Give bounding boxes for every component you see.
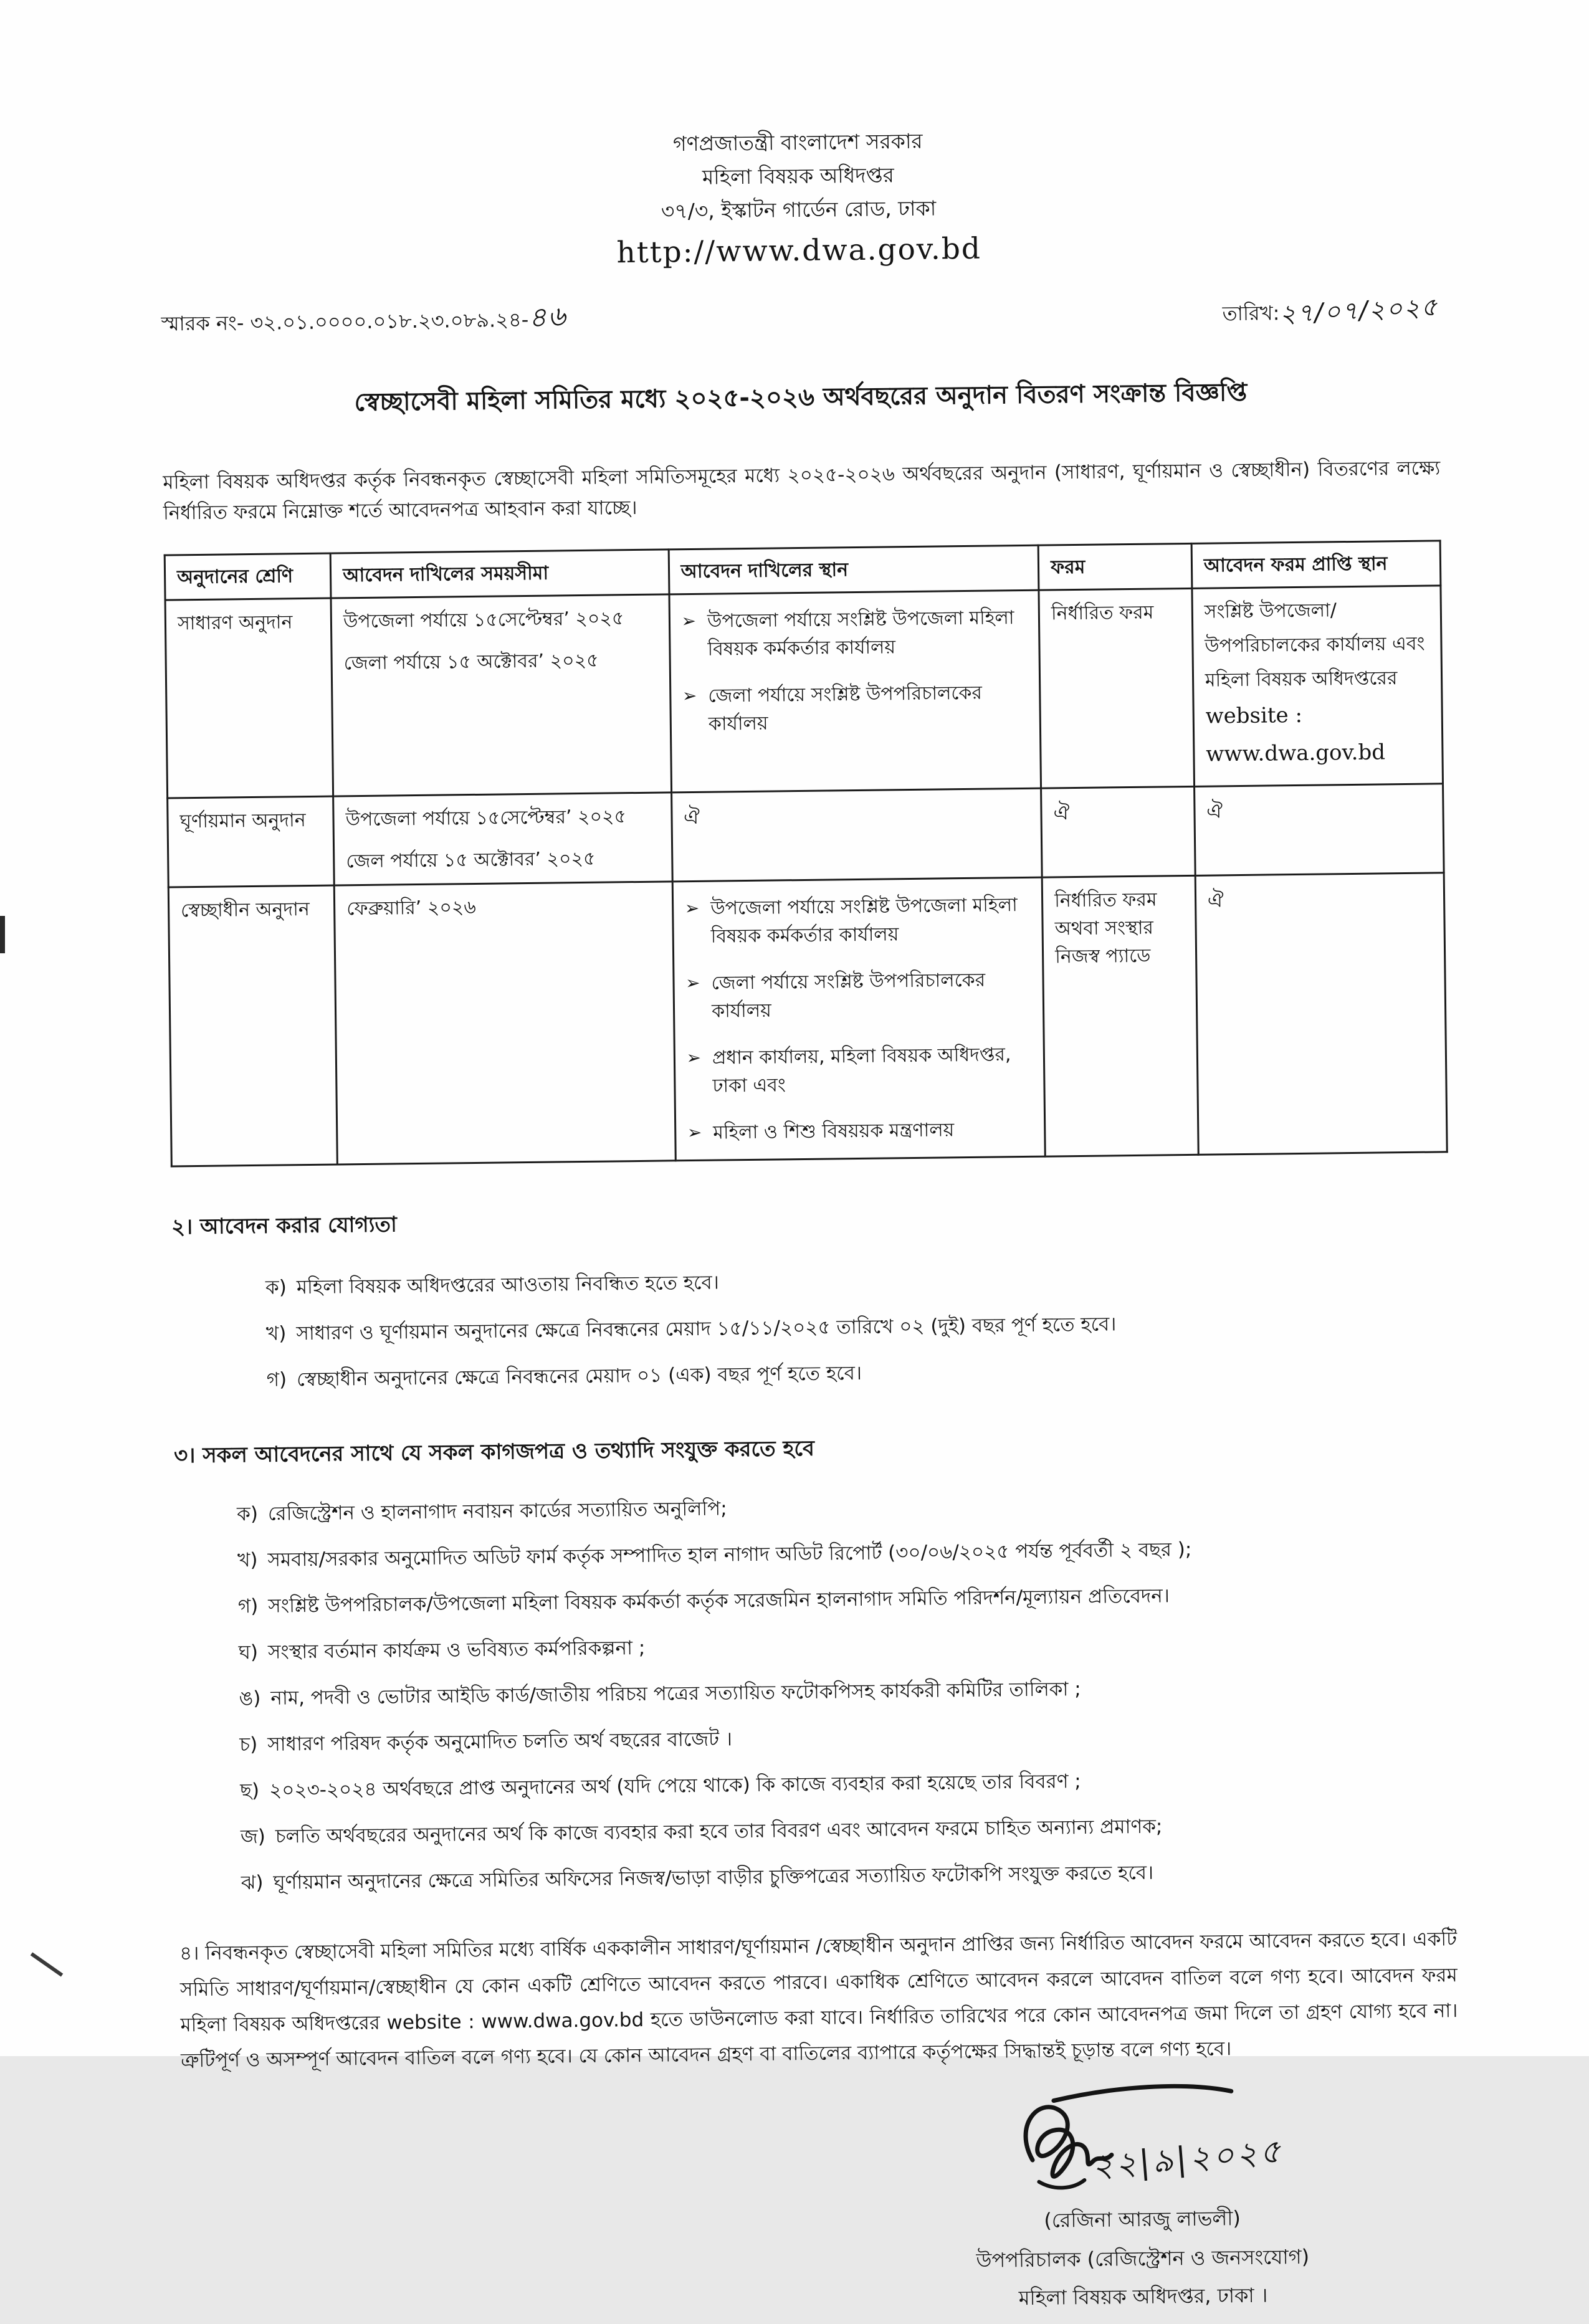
item-text: ঘূর্ণায়মান অনুদানের ক্ষেত্রে সমিতির অফিসের নিজস্ব/ভাড়া বাড়ীর চুক্তিপত্রের সত্যায়িত ফটোকপি সংযুক্ত করতে হবে। <box>273 1862 1154 1895</box>
item-text: সংশ্লিষ্ট উপপরিচালক/উপজেলা মহিলা বিষয়ক কর্মকর্তা কর্তৃক সরেজমিন হালনাগাদ সমিতি পরিদর্শন/মূল্যায়ন প্রতিবেদন। <box>268 1584 1170 1617</box>
cell-category: সাধারণ অনুদান <box>165 598 333 798</box>
item-text: সাধারণ পরিষদ কর্তৃক অনুমোদিত চলতি অর্থ বছরের বাজেট । <box>267 1728 733 1756</box>
list-item <box>682 679 1029 738</box>
place-text: মহিলা ও শিশু বিষয়য়ক মন্ত্রণালয় <box>713 1119 955 1144</box>
scan-edge-mark <box>0 916 5 953</box>
header-form-source: আবেদন ফরম প্রাপ্তি স্থান <box>1191 541 1441 589</box>
cell-deadline <box>333 793 672 885</box>
table-row <box>165 586 1443 798</box>
list-item <box>241 1809 1456 1852</box>
list-item <box>685 891 1031 951</box>
place-text: জেলা পর্যায়ে সংশ্লিষ্ট উপপরিচালকের কার্যালয় <box>711 969 986 1022</box>
item-label: খ) <box>237 1549 258 1572</box>
arrow-bullet-icon: ➢ <box>687 1122 702 1143</box>
place-text: প্রধান কার্যালয়, মহিলা বিষয়ক অধিদপ্তর, ঢাকা এবং <box>712 1044 1011 1097</box>
item-text: সাধারণ ও ঘূর্ণায়মান অনুদানের ক্ষেত্রে নিবন্ধনের মেয়াদ ১৫/১১/২০২৫ তারিখে ০২ (দুই) বছর পূর্ণ হতে হবে। <box>296 1313 1117 1345</box>
signatory-office: মহিলা বিষয়ক অধিদপ্তর, ঢাকা । <box>1018 2283 1268 2310</box>
item-label: ঘ) <box>238 1641 259 1664</box>
source-line: website : <box>1205 702 1303 729</box>
list-item <box>241 1855 1456 1898</box>
header-submission-place: আবেদন দাখিলের স্থান <box>669 545 1039 594</box>
arrow-bullet-icon: ➢ <box>682 685 697 707</box>
closing-paragraph: ৪। নিবন্ধনকৃত স্বেচ্ছাসেবী মহিলা সমিতির মধ্যে বার্ষিক এককালীন সাধারণ/ঘূর্ণায়মান /স্বেচ্ছাধীন অনুদান প্রাপ্তির জন্য নির্ধারিত আবেদন ফরমে আবেদন করতে হবে। একটি সমিতি সাধারণ/ঘূর্ণায়মান/স্বেচ্ছাধীন যে কোন একটি শ্রেণিতে আবেদন করতে পারবে। একাধিক শ্রেণিতে আবেদন করলে আবেদন বাতিল বলে গণ্য হবে। আবেদন ফরম মহিলা বিষয়ক অধিদপ্তরের website : www.dwa.gov.bd হতে ডাউনলোড করা যাবে। নির্ধারিত তারিখের পরে কোন আবেদনপত্র জমা দিলে তা গ্রহণ যোগ্য হবে না। ত্রুটিপূর্ণ ও অসম্পূর্ণ আবেদন বাতিল বলে গণ্য হবে। যে কোন আবেদন গ্রহণ বা বাতিলের ব্যাপারে কর্তৃপক্ষের সিদ্ধান্তই চূড়ান্ত বলে গণ্য হবে। <box>179 1928 1458 2072</box>
list-item <box>237 1531 1453 1575</box>
cell-form-ditto: ঐ <box>1041 786 1195 877</box>
list-item <box>239 1670 1454 1713</box>
list-item <box>266 1351 1450 1395</box>
item-text: রেজিস্ট্রেশন ও হালনাগাদ নবায়ন কার্ডের সত্যায়িত অনুলিপি; <box>267 1497 727 1525</box>
deadline-line: জেলা পর্যায়ে ১৫ অক্টোবর’ ২০২৫ <box>343 649 599 675</box>
department-name: মহিলা বিষয়ক অধিদপ্তর <box>702 163 895 189</box>
signature-block <box>904 2072 1380 2315</box>
header-grant-category: অনুদানের শ্রেণি <box>165 553 331 600</box>
item-text: স্বেচ্ছাধীন অনুদানের ক্ষেত্রে নিবন্ধনের মেয়াদ ০১ (এক) বছর পূর্ণ হতে হবে। <box>296 1361 862 1391</box>
list-item <box>239 1716 1454 1760</box>
list-item <box>265 1259 1449 1303</box>
source-line: উপপরিচালকের কার্যালয় এবং <box>1205 632 1425 657</box>
table-row <box>168 784 1444 887</box>
list-item <box>240 1762 1455 1806</box>
source-line: সংশ্লিষ্ট উপজেলা/ <box>1204 599 1337 623</box>
cell-form: নির্ধারিত ফরম <box>1039 588 1194 788</box>
section-heading-documents: ৩। সকল আবেদনের সাথে যে সকল কাগজপত্র ও তথ্যাদি সংযুক্ত করতে হবে <box>173 1436 815 1469</box>
grant-schedule-table <box>164 540 1448 1167</box>
item-text: সমবায়/সরকার অনুমোদিত অডিট ফার্ম কর্তৃক সম্পাদিত হাল নাগাদ অডিট রিপোর্ট (৩০/০৬/২০২৫ পর্যন্ত পূর্ববর্তী ২ বছর ); <box>267 1538 1192 1571</box>
arrow-bullet-icon: ➢ <box>681 610 697 632</box>
arrow-bullet-icon: ➢ <box>685 972 700 993</box>
deadline-line: উপজেলা পর্যায়ে ১৫সেপ্টেম্বর’ ২০২৫ <box>343 607 624 633</box>
place-text: উপজেলা পর্যায়ে সংশ্লিষ্ট উপজেলা মহিলা বিষয়ক কর্মকর্তার কার্যালয় <box>707 606 1014 660</box>
cell-submission-places <box>669 590 1041 793</box>
item-label: ঙ) <box>239 1687 261 1710</box>
cell-submission-places-ditto: ঐ <box>671 788 1042 882</box>
source-website: www.dwa.gov.bd <box>1206 740 1386 767</box>
government-name: গণপ্রজাতন্ত্রী বাংলাদেশ সরকার <box>672 128 923 156</box>
item-label: চ) <box>239 1733 258 1756</box>
item-label: জ) <box>240 1826 266 1849</box>
header-form: ফরম <box>1038 543 1191 590</box>
cell-deadline <box>331 594 671 796</box>
scan-corner-mark <box>31 1952 64 1976</box>
memo-number <box>161 296 567 346</box>
source-line: মহিলা বিষয়ক অধিদপ্তরের <box>1205 667 1398 692</box>
date-value-handwritten: ২৭/০৭/২০২৫ <box>1279 292 1439 329</box>
office-address: ৩৭/৩, ইস্কাটন গার্ডেন রোড, ঢাকা <box>661 196 937 224</box>
item-text: নাম, পদবী ও ভোটার আইডি কার্ড/জাতীয় পরিচয় পত্রের সত্যায়িত ফটোকপিসহ কার্যকরী কমিটির তালিকা ; <box>270 1678 1081 1710</box>
arrow-bullet-icon: ➢ <box>686 1047 702 1068</box>
cell-form: নির্ধারিত ফরম অথবা সংস্থার নিজস্ব প্যাডে <box>1042 875 1198 1156</box>
list-item <box>686 1041 1033 1100</box>
cell-category: স্বেচ্ছাধীন অনুদান <box>168 885 337 1166</box>
item-label: গ) <box>237 1595 259 1618</box>
list-item <box>685 966 1032 1026</box>
list-item <box>266 1305 1450 1349</box>
cell-submission-places <box>672 877 1046 1161</box>
website-url: http://www.dwa.gov.bd <box>616 231 982 270</box>
eligibility-list <box>265 1259 1451 1395</box>
list-item <box>681 604 1028 664</box>
notice-title: স্বেচ্ছাসেবী মহিলা সমিতির মধ্যে ২০২৫-২০২৬ অর্থবছরের অনুদান বিতরণ সংক্রান্ত বিজ্ঞপ্তি <box>354 378 1248 417</box>
list-item <box>238 1624 1453 1667</box>
item-label: খ) <box>265 1322 287 1345</box>
deadline-line: উপজেলা পর্যায়ে ১৫সেপ্টেম্বর’ ২০২৫ <box>345 806 627 831</box>
list-item <box>238 1578 1453 1621</box>
place-text: জেলা পর্যায়ে সংশ্লিষ্ট উপপরিচালকের কার্যালয় <box>708 682 983 735</box>
item-label: ছ) <box>240 1779 260 1803</box>
signature-date-handwritten: ২২|৯|২০২৫ <box>1090 2132 1285 2186</box>
list-item <box>237 1485 1452 1529</box>
letterhead <box>159 120 1438 279</box>
memo-date <box>1222 290 1439 334</box>
signature-area <box>904 2072 1380 2217</box>
item-text: ২০২৩-২০২৪ অর্থবছরে প্রাপ্ত অনুদানের অর্থ (যদি পেয়ে থাকে) কি কাজে ব্যবহার করা হয়েছে তার বিবরণ ; <box>269 1770 1081 1803</box>
item-text: সংস্থার বর্তমান কার্যক্রম ও ভবিষ্যত কর্মপরিকল্পনা ; <box>267 1637 646 1664</box>
header-deadline: আবেদন দাখিলের সময়সীমা <box>330 550 669 598</box>
memo-number-label: স্মারক নং- ৩২.০১.০০০০.০১৮.২৩.০৮৯.২৪- <box>161 307 529 336</box>
signatory-name: (রেজিনা আরজু লাভলী) <box>1044 2206 1241 2232</box>
document-content <box>159 120 1461 2323</box>
documents-list <box>237 1485 1456 1898</box>
cell-category: ঘূর্ণায়মান অনুদান <box>168 796 335 887</box>
item-text: চলতি অর্থবছরের অনুদানের অর্থ কি কাজে ব্যবহার করা হবে তার বিবরণ এবং আবেদন ফরমে চাহিত অন্যান্য প্রমাণক; <box>275 1815 1163 1849</box>
item-label: ঝ) <box>241 1872 264 1895</box>
item-text: মহিলা বিষয়ক অধিদপ্তরের আওতায় নিবন্ধিত হতে হবে। <box>296 1271 720 1299</box>
arrow-bullet-icon: ➢ <box>684 897 700 918</box>
item-label: ক) <box>236 1502 259 1526</box>
list-item <box>687 1115 1033 1147</box>
cell-form-source <box>1192 586 1443 787</box>
table-row <box>168 873 1447 1166</box>
cell-form-source-ditto: ঐ <box>1195 873 1447 1155</box>
intro-paragraph: মহিলা বিষয়ক অধিদপ্তর কর্তৃক নিবন্ধনকৃত স্বেচ্ছাসেবী মহিলা সমিতিসমূহের মধ্যে ২০২৫-২০২৬ অর্থবছরের অনুদান (সাধারণ, ঘূর্ণায়মান ও স্বেচ্ছাধীন) বিতরণের লক্ষ্যে নির্ধারিত ফরমে নিম্নোক্ত শর্তে আবেদনপত্র আহবান করা যাচ্ছে। <box>163 457 1441 525</box>
cell-deadline: ফেব্রুয়ারি’ ২০২৬ <box>334 882 675 1164</box>
item-label: গ) <box>266 1368 287 1391</box>
signatory-designation: উপপরিচালক (রেজিস্ট্রেশন ও জনসংযোগ) <box>976 2244 1310 2272</box>
memo-number-handwritten: ৪৬ <box>528 300 568 334</box>
item-label: ক) <box>265 1276 287 1299</box>
memo-row <box>161 286 1439 346</box>
place-text: উপজেলা পর্যায়ে সংশ্লিষ্ট উপজেলা মহিলা বিষয়ক কর্মকর্তার কার্যালয় <box>710 893 1018 948</box>
deadline-line: জেল পর্যায়ে ১৫ অক্টোবর’ ২০২৫ <box>346 847 596 873</box>
section-heading-eligibility: ২। আবেদন করার যোগ্যতা <box>171 1212 398 1240</box>
cell-form-source-ditto: ঐ <box>1194 784 1444 876</box>
date-label: তারিখ: <box>1222 300 1280 325</box>
